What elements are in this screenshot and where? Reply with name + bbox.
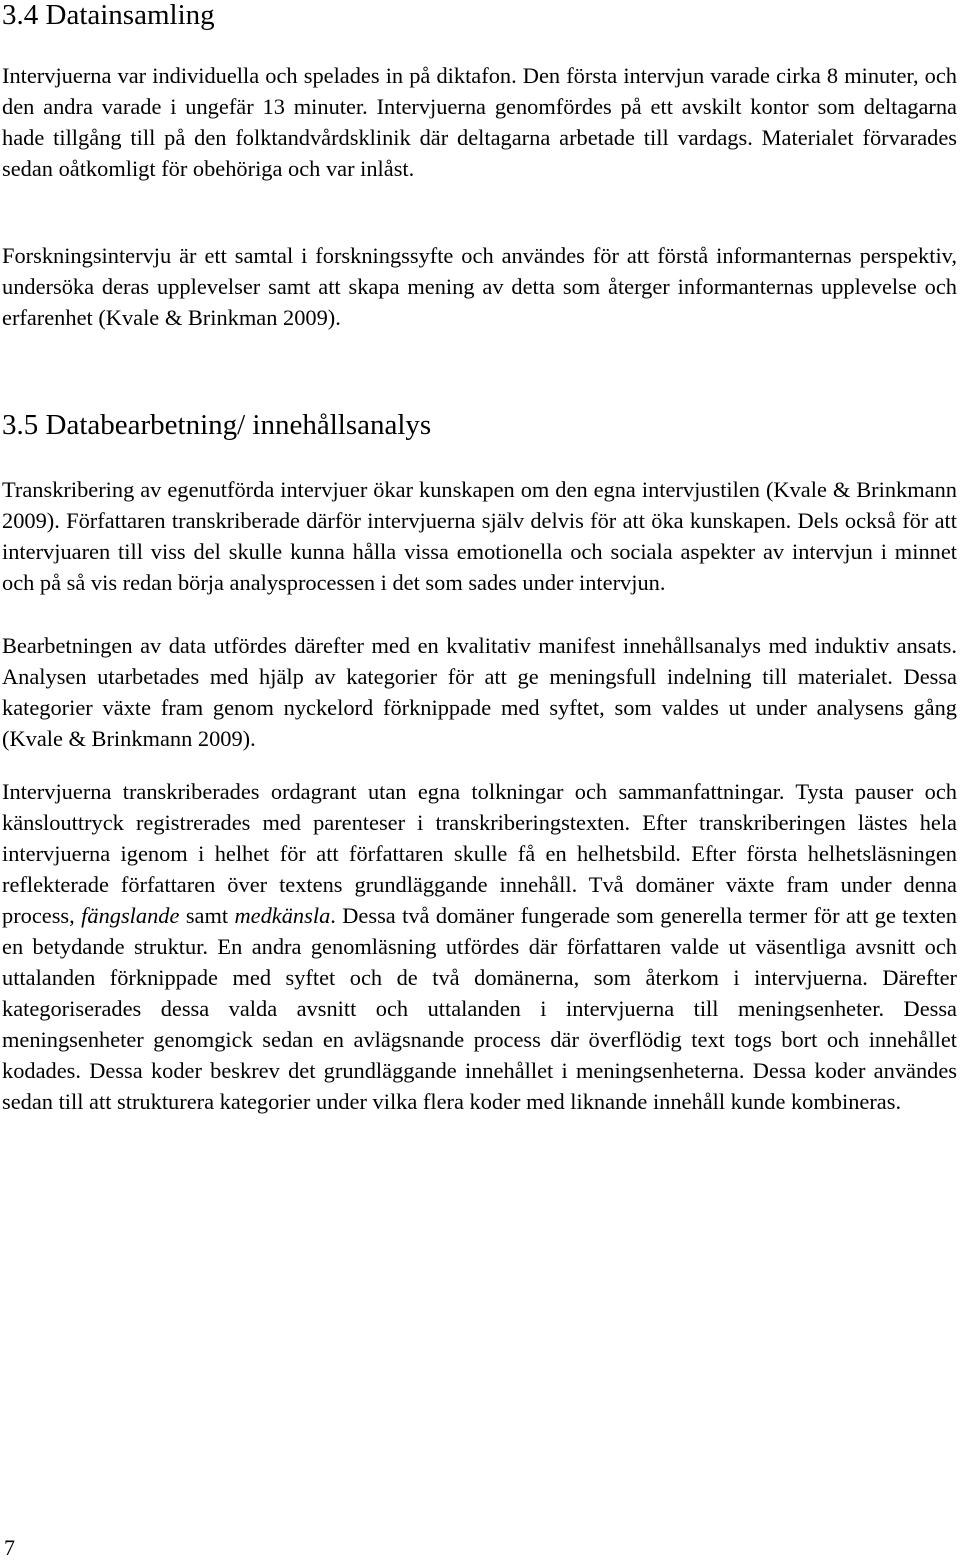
paragraph-analysis-process	[2, 776, 957, 1117]
paragraph-content-analysis: Bearbetningen av data utfördes därefter med en kvalitativ manifest innehållsanalys med induktiv ansats. Analysen utarbetades med hjälp av kategorier för att ge meningsfull indelning till materialet. Dessa kategorier växte fram genom nyckelord förknippade med syftet, som valdes ut under analysens gång (Kvale & Brinkmann 2009).	[2, 633, 957, 751]
paragraph-text-segment: samt	[179, 903, 235, 928]
paragraph-transcription: Transkribering av egenutförda intervjuer ökar kunskapen om den egna intervjustilen (Kvale & Brinkmann 2009). Författaren transkriberade därför intervjuerna själv delvis för att öka kunskapen. Dels också för att intervjuaren till viss del skulle kunna hålla vissa emotionella och sociala aspekter av intervjun i minnet och på så vis redan börja analysprocessen i det som sades under intervjun.	[2, 477, 957, 595]
paragraph-text-segment: . Dessa två domäner fungerade som generella termer för att ge texten en betydande struktur. En andra genomläsning utfördes där författaren valde ut väsentliga avsnitt och uttalanden förknippade med syftet och de två domänerna, som återkom i intervjuerna. Därefter kategoriserades dessa valda avsnitt och uttalanden i intervjuerna till meningsenheter. Dessa meningsenheter genomgick sedan en avlägsnande process där överflödig text togs bort och innehållet kodades. Dessa koder beskrev det grundläggande innehållet i meningsenheterna. Dessa koder användes sedan till att strukturera kategorier under vilka flera koder med liknande innehåll kunde kombineras.	[2, 903, 957, 1114]
section-heading-databearbetning: 3.5 Databearbetning/ innehållsanalys	[2, 409, 432, 441]
section-heading-datainsamling: 3.4 Datainsamling	[2, 0, 215, 31]
paragraph-research-interview: Forskningsintervju är ett samtal i forskningssyfte och användes för att förstå informanternas perspektiv, undersöka deras upplevelser samt att skapa mening av detta som återger informanternas upplevelse och erfarenhet (Kvale & Brinkman 2009).	[2, 243, 957, 330]
page-number: 7	[4, 1535, 15, 1560]
paragraph-interview-setting: Intervjuerna var individuella och spelades in på diktafon. Den första intervjun varade cirka 8 minuter, och den andra varade i ungefär 13 minuter. Intervjuerna genomfördes på ett avskilt kontor som deltagarna hade tillgång till på den folktandvårdsklinik där deltagarna arbetade till vardags. Materialet förvarades sedan oåtkomligt för obehöriga och var inlåst.	[2, 63, 957, 181]
emphasis-domain-medkansla: medkänsla	[234, 903, 331, 928]
paragraph-text-segment: Intervjuerna transkriberades ordagrant utan egna tolkningar och sammanfattningar. Tysta pauser och känslouttryck registrerades med parenteser i transkriberingstexten. Efter transkriberingen lästes hela intervjuerna igenom i helhet för att författaren skulle få en helhetsbild. Efter första helhetsläsningen reflekterade författaren över textens grundläggande innehåll. Två domäner växte fram under denna process,	[2, 779, 957, 928]
emphasis-domain-fangslande: fängslande	[81, 903, 180, 928]
